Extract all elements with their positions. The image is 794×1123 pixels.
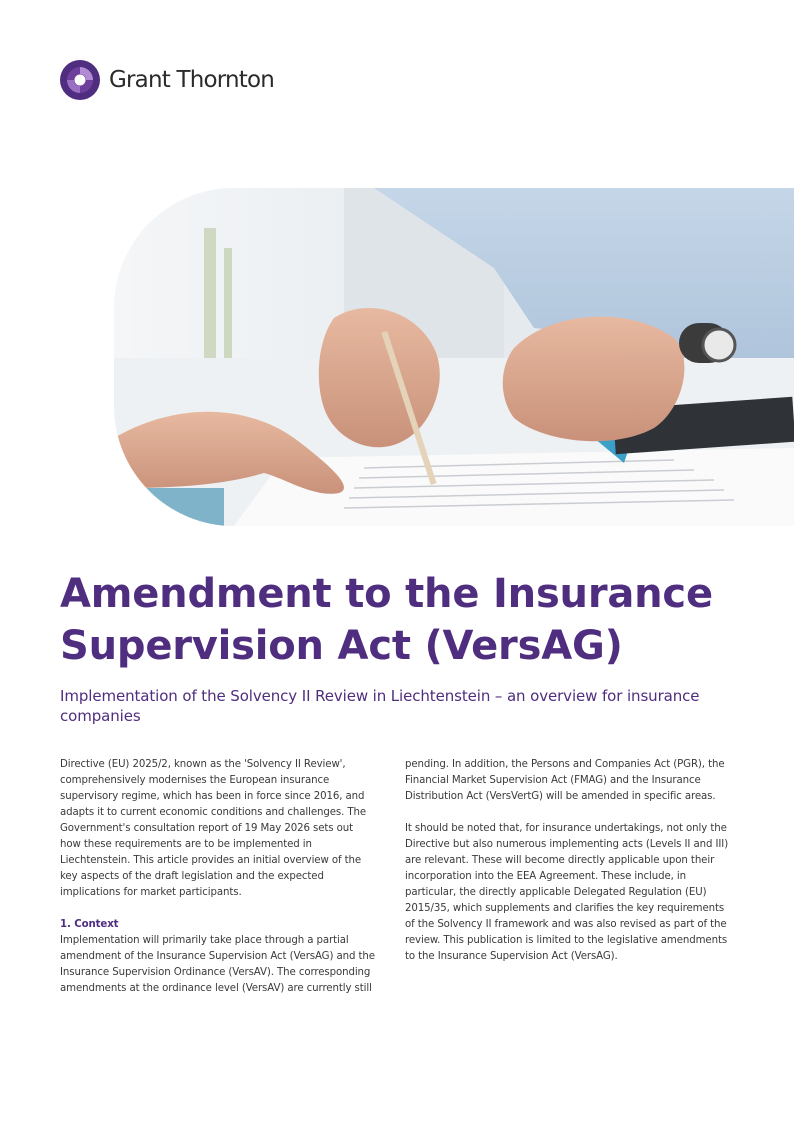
page-subtitle: Implementation of the Solvency II Review in Liechtenstein – an overview for insurance companies bbox=[60, 687, 700, 725]
brand-name: Grant Thornton bbox=[109, 67, 275, 93]
body-column-right bbox=[405, 757, 733, 965]
continuation-paragraph: pending. In addition, the Persons and Companies Act (PGR), the Financial Market Supervision Act (FMAG) and the Insurance Distribution Act (VersVertG) will be amended in specific areas. bbox=[405, 759, 725, 802]
hero-photo bbox=[114, 188, 794, 526]
photo-hands-pen-document bbox=[114, 188, 794, 526]
brand-logo bbox=[60, 60, 274, 100]
body-column-left bbox=[60, 757, 376, 997]
intro-paragraph: Directive (EU) 2025/2, known as the 'Solvency II Review', comprehensively modernises the European insurance supervisory regime, which has been in force since 2016, and adapts it to current economic conditions and challenges. The Government's consultation report of 19 May 2026 sets out how these requirements are to be implemented in Liechtenstein. This article provides an initial overview of the key aspects of the draft legislation and the expected implications for market participants. bbox=[60, 759, 367, 898]
grant-thornton-logo-icon bbox=[60, 60, 100, 100]
title-line-2: Supervision Act (VersAG) bbox=[60, 623, 623, 669]
page-title bbox=[60, 568, 760, 672]
section-heading-context: 1. Context bbox=[60, 919, 119, 930]
implementing-acts-paragraph: It should be noted that, for insurance undertakings, not only the Directive but also numerous implementing acts (Levels II and III) are relevant. These will become directly applicable upon their incorporation into the EEA Agreement. These include, in particular, the directly applicable Delegated Regulation (EU) 2015/35, which supplements and clarifies the key requirements of the Solvency II framework and was also revised as part of the review. This publication is limited to the legislative amendments to the Insurance Supervision Act (VersAG). bbox=[405, 823, 729, 962]
title-line-1: Amendment to the Insurance bbox=[60, 571, 713, 617]
context-paragraph: Implementation will primarily take place through a partial amendment of the Insurance Supervision Act (VersAG) and the Insurance Supervision Ordinance (VersAV). The corresponding amendments at the ordinance level (VersAV) are currently still bbox=[60, 935, 375, 994]
